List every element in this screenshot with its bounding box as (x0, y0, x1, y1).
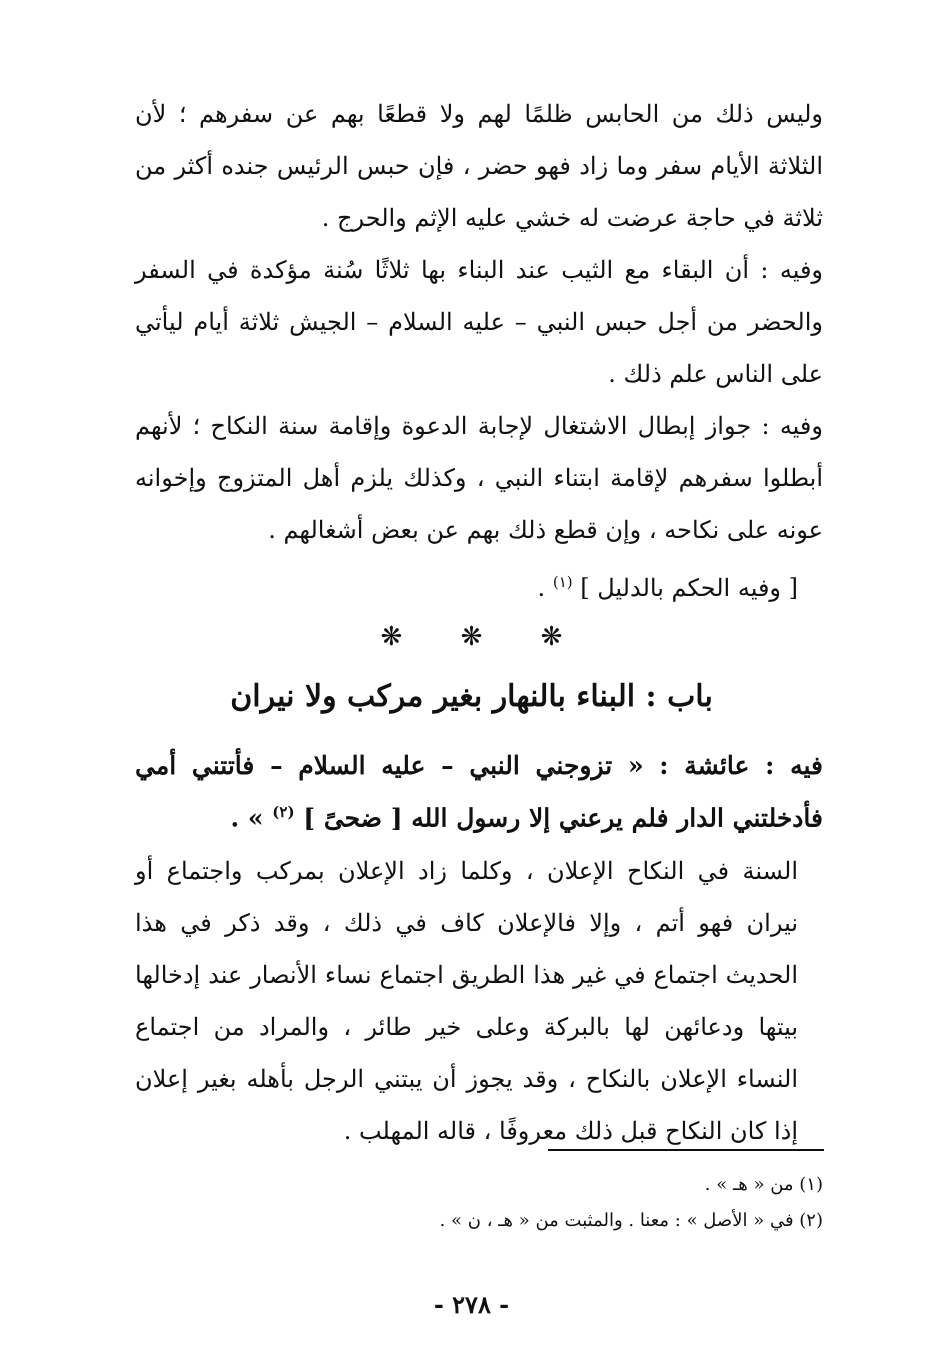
paragraph-1: وليس ذلك من الحابس ظلمًا لهم ولا قطعًا بهم عن سفرهم ؛ لأن الثلاثة الأيام سفر وما زاد فهو حضر ، فإن حبس الرئيس جنده أكثر من ثلاثة في حاجة عرضت له خشي عليه الإثم والحرج . (135, 100, 823, 232)
footnote-2: (٢) في « الأصل » : معنا . والمثبت من « هـ ، ن » . (439, 1210, 823, 1231)
hadith-body: فيه : عائشة : « تزوجني النبي – عليه السلام – فأتتني أمي فأدخلتني الدار فلم يرعني إلا رسول الله [ ضحىً ] (135, 751, 823, 833)
commentary-paragraph: السنة في النكاح الإعلان ، وكلما زاد الإعلان بمركب واجتماع أو نيران فهو أتم ، وإلا فالإعلان كاف في ذلك ، وقد ذكر في هذا الحديث اجتماع في غير هذا الطريق اجتماع نساء الأنصار عند إدخالها بيتها ودعائهن لها بالبركة وعلى خير طائر ، والمراد من اجتماع النساء الإعلان بالنكاح ، وقد يجوز أن يبتني الرجل بأهله بغير إعلان إذا كان النكاح قبل ذلك معروفًا ، قاله المهلب . (135, 857, 799, 1145)
footnote-divider (548, 1149, 824, 1151)
ruling-line (135, 556, 823, 614)
footnote-1: (١) من « هـ » . (704, 1174, 823, 1195)
ruling-end: . (537, 574, 546, 602)
section-separator: ❋ ❋ ❋ (380, 622, 563, 652)
page-number: - ٢٧٨ - (433, 1290, 510, 1319)
chapter-heading: باب : البناء بالنهار بغير مركب ولا نيران (230, 679, 713, 714)
footnote-ref-1: (١) (552, 573, 573, 591)
paragraph-2: وفيه : أن البقاء مع الثيب عند البناء بها ثلاثًا سُنة مؤكدة في السفر والحضر من أجل حبس النبي – عليه السلام – الجيش ثلاثة أيام ليأتي على الناس علم ذلك . (135, 256, 824, 388)
hadith-end: » . (230, 803, 264, 833)
hadith-text (135, 743, 823, 841)
paragraph-3: وفيه : جواز إبطال الاشتغال لإجابة الدعوة وإقامة سنة النكاح ؛ لأنهم أبطلوا سفرهم لإقامة ابتناء النبي ، وكذلك يلزم أهل المتزوج وإخوانه عونه على نكاحه ، وإن قطع ذلك بهم عن بعض أشغالهم . (135, 412, 823, 544)
footnote-ref-2: (٢) (272, 803, 295, 821)
ruling-text: [ وفيه الحكم بالدليل ] (580, 574, 798, 602)
